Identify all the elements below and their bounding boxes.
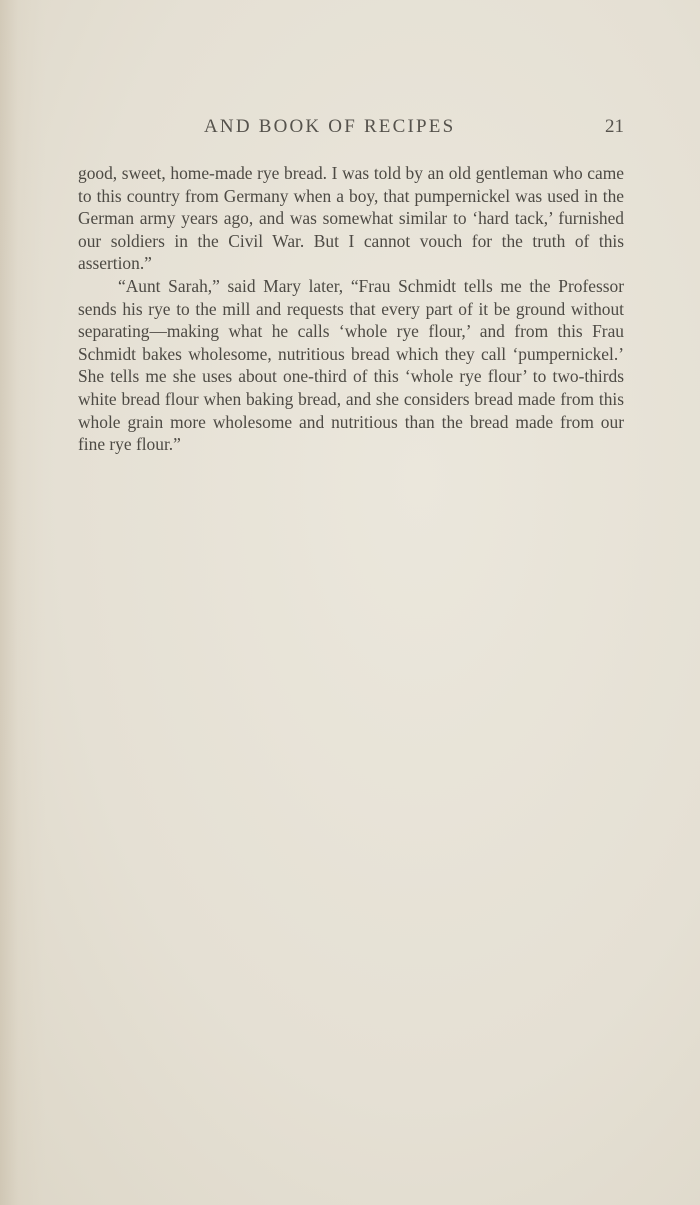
running-title: AND BOOK OF RECIPES [204, 116, 456, 137]
body-text [78, 162, 624, 456]
paragraph-aunt-sarah: “Aunt Sarah,” said Mary later, “Frau Schmidt tells me the Professor sends his rye to the mill and requests that every part of it be ground without separating—making what he calls ‘whole rye flour,’ and from this Frau Schmidt bakes wholesome, nutritious bread which they call ‘pumpernickel.’ She tells me she uses about one-third of this ‘whole rye flour’ to two-thirds white bread flour when baking bread, and she considers bread made from this whole grain more wholesome and nutritious than the bread made from our fine rye flour.” [78, 275, 624, 455]
page-number: 21 [605, 116, 624, 137]
paragraph-continued: good, sweet, home-made rye bread. I was told by an old gentleman who came to this country from Germany when a boy, that pumpernickel was used in the German army years ago, and was somewhat similar to ‘hard tack,’ furnished our soldiers in the Civil War. But I cannot vouch for the truth of this assertion.” [78, 163, 624, 274]
page-header [78, 116, 624, 144]
